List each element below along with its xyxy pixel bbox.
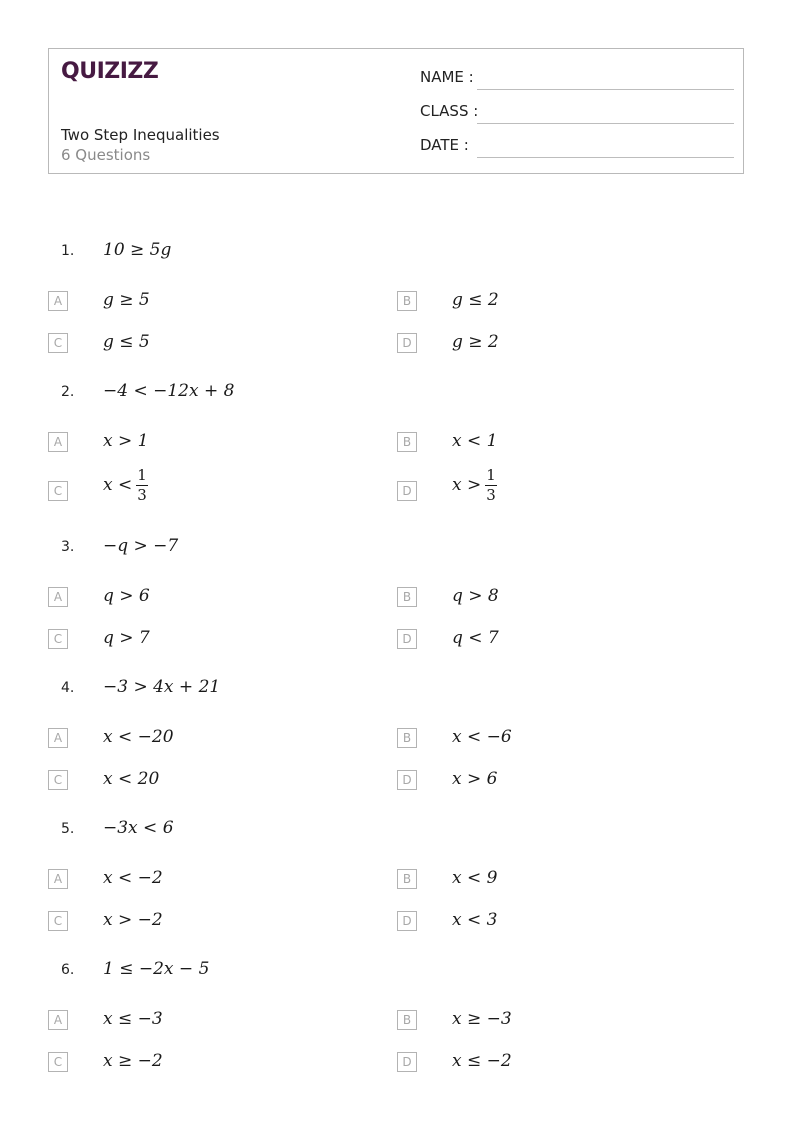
option-a-box[interactable]: A xyxy=(48,587,68,607)
name-field[interactable] xyxy=(420,68,734,90)
option-a-text: q > 6 xyxy=(103,586,150,606)
option-d-text: x < 3 xyxy=(452,910,498,930)
option-c-box[interactable]: C xyxy=(48,911,68,931)
option-c-text: q > 7 xyxy=(103,628,150,648)
name-line[interactable] xyxy=(477,89,734,90)
fraction xyxy=(136,468,148,503)
option-a-text: x < −20 xyxy=(103,727,174,747)
fraction-denominator: 3 xyxy=(486,486,496,504)
fraction xyxy=(485,468,497,503)
option-b-box[interactable]: B xyxy=(397,869,417,889)
option-d-expression: x > xyxy=(452,475,482,495)
quizizz-logo: QUIZIZZ xyxy=(61,59,159,84)
option-c-text: g ≤ 5 xyxy=(103,332,150,352)
option-a-box[interactable]: A xyxy=(48,291,68,311)
question-count: 6 Questions xyxy=(61,146,151,164)
option-d-text: x > 6 xyxy=(452,769,498,789)
question-text: −3 > 4x + 21 xyxy=(103,677,221,697)
option-c-text: x ≥ −2 xyxy=(103,1051,163,1071)
option-d-text: x ≤ −2 xyxy=(452,1051,512,1071)
option-b-box[interactable]: B xyxy=(397,291,417,311)
fraction-numerator: 1 xyxy=(137,466,147,484)
option-a-box[interactable]: A xyxy=(48,1010,68,1030)
date-label: DATE : xyxy=(420,136,469,154)
option-b-text: x < −6 xyxy=(452,727,512,747)
option-b-text: x < 9 xyxy=(452,868,498,888)
question-number: 4. xyxy=(61,680,75,696)
option-b-text: q > 8 xyxy=(452,586,499,606)
option-a-box[interactable]: A xyxy=(48,728,68,748)
question-number: 6. xyxy=(61,962,75,978)
option-c-text: x < 20 xyxy=(103,769,160,789)
worksheet-header xyxy=(48,48,744,174)
option-d-box[interactable]: D xyxy=(397,911,417,931)
option-b-text: x ≥ −3 xyxy=(452,1009,512,1029)
fraction-denominator: 3 xyxy=(137,486,147,504)
name-label: NAME : xyxy=(420,68,474,86)
question-number: 1. xyxy=(61,243,75,259)
option-b-box[interactable]: B xyxy=(397,587,417,607)
option-a-text: x ≤ −3 xyxy=(103,1009,163,1029)
option-c-box[interactable]: C xyxy=(48,1052,68,1072)
option-d-text: q < 7 xyxy=(452,628,499,648)
option-a-text: x > 1 xyxy=(103,431,149,451)
option-d-box[interactable]: D xyxy=(397,629,417,649)
option-c-text xyxy=(103,468,148,503)
option-c-box[interactable]: C xyxy=(48,481,68,501)
fraction-numerator: 1 xyxy=(486,466,496,484)
option-d-box[interactable]: D xyxy=(397,333,417,353)
class-label: CLASS : xyxy=(420,102,479,120)
option-b-box[interactable]: B xyxy=(397,432,417,452)
question-text: 1 ≤ −2x − 5 xyxy=(103,959,210,979)
option-c-box[interactable]: C xyxy=(48,333,68,353)
question-number: 5. xyxy=(61,821,75,837)
option-c-box[interactable]: C xyxy=(48,629,68,649)
option-c-box[interactable]: C xyxy=(48,770,68,790)
option-d-text xyxy=(452,468,497,503)
option-b-text: g ≤ 2 xyxy=(452,290,499,310)
option-a-box[interactable]: A xyxy=(48,432,68,452)
question-text: −q > −7 xyxy=(103,536,179,556)
option-a-text: x < −2 xyxy=(103,868,163,888)
option-c-expression: x < xyxy=(103,475,133,495)
question-text: −3x < 6 xyxy=(103,818,174,838)
date-field[interactable] xyxy=(420,136,734,158)
option-d-text: g ≥ 2 xyxy=(452,332,499,352)
worksheet-title: Two Step Inequalities xyxy=(61,126,220,144)
option-b-box[interactable]: B xyxy=(397,1010,417,1030)
option-a-box[interactable]: A xyxy=(48,869,68,889)
question-text: −4 < −12x + 8 xyxy=(103,381,235,401)
class-line[interactable] xyxy=(477,123,734,124)
question-number: 2. xyxy=(61,384,75,400)
option-d-box[interactable]: D xyxy=(397,1052,417,1072)
question-number: 3. xyxy=(61,539,75,555)
question-text: 10 ≥ 5g xyxy=(103,240,172,260)
option-d-box[interactable]: D xyxy=(397,481,417,501)
option-a-text: g ≥ 5 xyxy=(103,290,150,310)
option-b-text: x < 1 xyxy=(452,431,498,451)
option-c-text: x > −2 xyxy=(103,910,163,930)
class-field[interactable] xyxy=(420,102,734,124)
option-b-box[interactable]: B xyxy=(397,728,417,748)
date-line[interactable] xyxy=(477,157,734,158)
option-d-box[interactable]: D xyxy=(397,770,417,790)
